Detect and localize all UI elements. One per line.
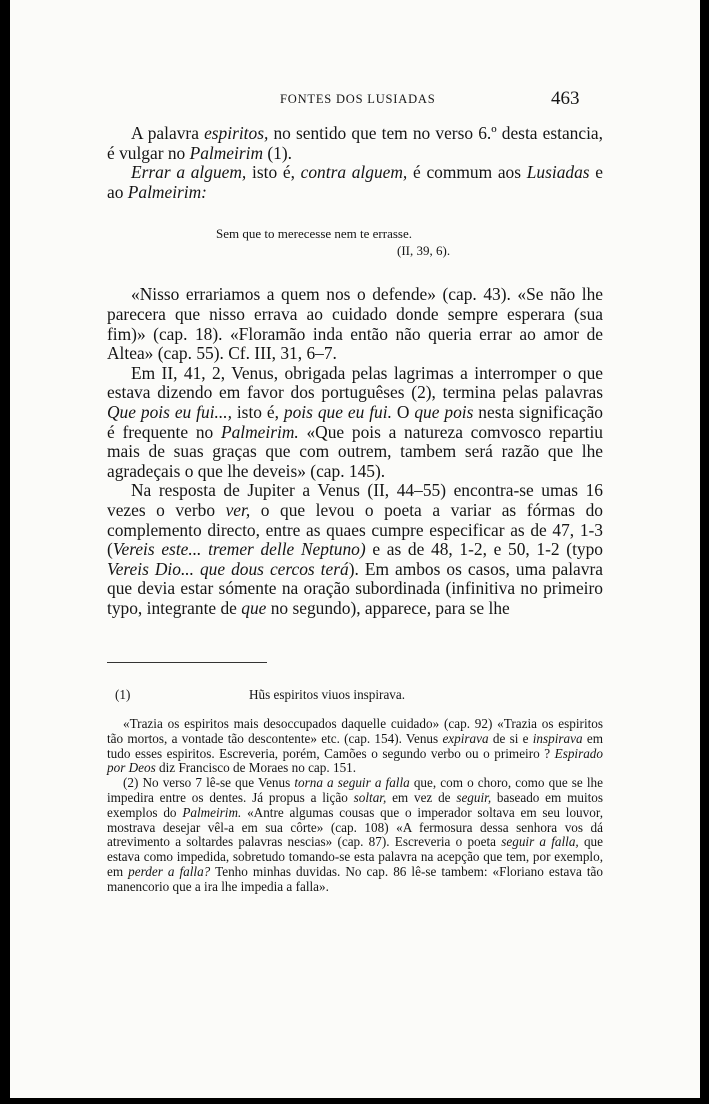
italic-run: seguir, (456, 789, 492, 805)
paragraph-espiritos: A palavra espiritos, no sentido que tem no verso 6.º desta estancia, é vulgar no Palmeirim (1). (107, 123, 603, 163)
italic-run: espiritos, (204, 123, 269, 143)
italic-run: Palmeirim: (127, 181, 207, 202)
running-head (10, 90, 700, 110)
footnote-1-verse-line: Hũs espiritos viuos inspirava. (249, 687, 406, 702)
italic-run: Errar a alguem, (131, 162, 247, 183)
footnotes (107, 688, 603, 895)
verse-reference: (II, 39, 6). (397, 243, 451, 259)
verse-line: Sem que to merecesse nem te errasse. (216, 226, 413, 242)
running-title: FONTES DOS LUSIADAS (280, 92, 436, 106)
italic-run: Que pois eu fui..., (107, 401, 232, 422)
italic-run: que pois (414, 401, 474, 422)
footnote-1-number: (1) (115, 687, 131, 702)
italic-run: Vereis este... tremer delle Neptuno) (112, 539, 366, 560)
paragraph-errar: Errar a alguem, isto é, contra alguem, é commum aos Lusiadas e ao Palmeirim: (107, 162, 603, 202)
italic-run: perder a falla? (128, 863, 211, 879)
italic-run: pois que eu fui. (283, 401, 392, 422)
italic-run: seguir a falla, (501, 834, 579, 850)
paragraph-jupiter: Na resposta de Jupiter a Venus (II, 44–55) encontra-se umas 16 vezes o verbo ver, o que levou o poeta a variar as fórmas do complemento directo, entre as quaes cumpre especificar as de 47, 1-3 (Vereis este... tremer delle Neptuno) e as de 48, 1-2, e 50, 1-2 (typo Vereis Dio... que dous cercos terá). Em ambos os casos, uma palavra que devia estar sómente na oração subordinada (infinitiva no primeiro typo, integrante de que no segundo), apparece, para se lhe (107, 480, 603, 618)
book-page (10, 0, 703, 1098)
footnote-rule (107, 662, 267, 663)
italic-run: soltar, (353, 789, 387, 805)
italic-run: Palmeirim. (182, 804, 242, 820)
italic-run: contra alguem, (300, 162, 408, 183)
page-number: 463 (551, 88, 580, 109)
italic-run: Lusiadas (526, 162, 590, 183)
italic-run: Palmeirim. (220, 421, 299, 442)
italic-run: inspirava (532, 730, 583, 746)
italic-run: ver, (225, 499, 251, 520)
italic-run: Espirado por Deos (107, 745, 603, 776)
italic-run: expirava (442, 730, 489, 746)
paragraph-nisso: «Nisso errariamos a quem nos o defende» (cap. 43). «Se não lhe parecera que nisso errava ao cuidado donde sempre esperara (sua fim)» (cap. 18). «Floramão inda então não queria errar ao amor de Altea» (cap. 55). Cf. III, 31, 6–7. (107, 284, 603, 364)
footnote-1-text: «Trazia os espiritos mais desoccupados daquelle cuidado» (cap. 92) «Trazia os espiritos tão mortos, a vontade tão descontente» etc. (cap. 154). Venus expirava de si e inspirava em tudo esses espiritos. Escreveria, porém, Camões o segundo verbo ou o primeiro ? Espirado por Deos diz Francisco de Moraes no cap. 151. (107, 716, 603, 776)
italic-run: Vereis Dio... que dous cercos terá (107, 558, 349, 579)
paragraph-venus: Em II, 41, 2, Venus, obrigada pelas lagrimas a interromper o que estava dizendo em favor dos portuguêses (2), termina pelas palavras Que pois eu fui..., isto é, pois que eu fui. O que pois nesta significação é frequente no Palmeirim. «Que pois a natureza comvosco repartiu mais de suas graças que com outrem, tambem será razão que lhe agradeçais o que lhe deveis» (cap. 145). (107, 362, 603, 481)
verse-quote (107, 225, 603, 259)
italic-run: torna a seguir a falla (294, 775, 410, 791)
footnote-1-verse (107, 688, 603, 714)
footnote-2-text: (2) No verso 7 lê-se que Venus torna a seguir a falla que, com o choro, como que se lhe impedira entre os dentes. Já propus a lição soltar, em vez de seguir, baseado em muitos exemplos do Palmeirim. «Antre algumas cousas que o imperador soltava em seu louvor, mostrava desejar vêl-a em sua côrte» (cap. 108) «A fermosura dessa senhora vos dá atrevimento a soltardes palavras nescias» (cap. 87). Escreveria o poeta seguir a falla, que estava como impedida, sobretudo tomando-se esta palavra na acepção que tem, por exemplo, em perder a falla? Tenho minhas duvidas. No cap. 86 lê-se tambem: «Floriano estava tão manencorio que a ira lhe impedia a falla». (107, 775, 604, 894)
italic-run: Palmeirim (189, 142, 264, 163)
italic-run: que (241, 597, 267, 618)
main-text (107, 124, 603, 618)
